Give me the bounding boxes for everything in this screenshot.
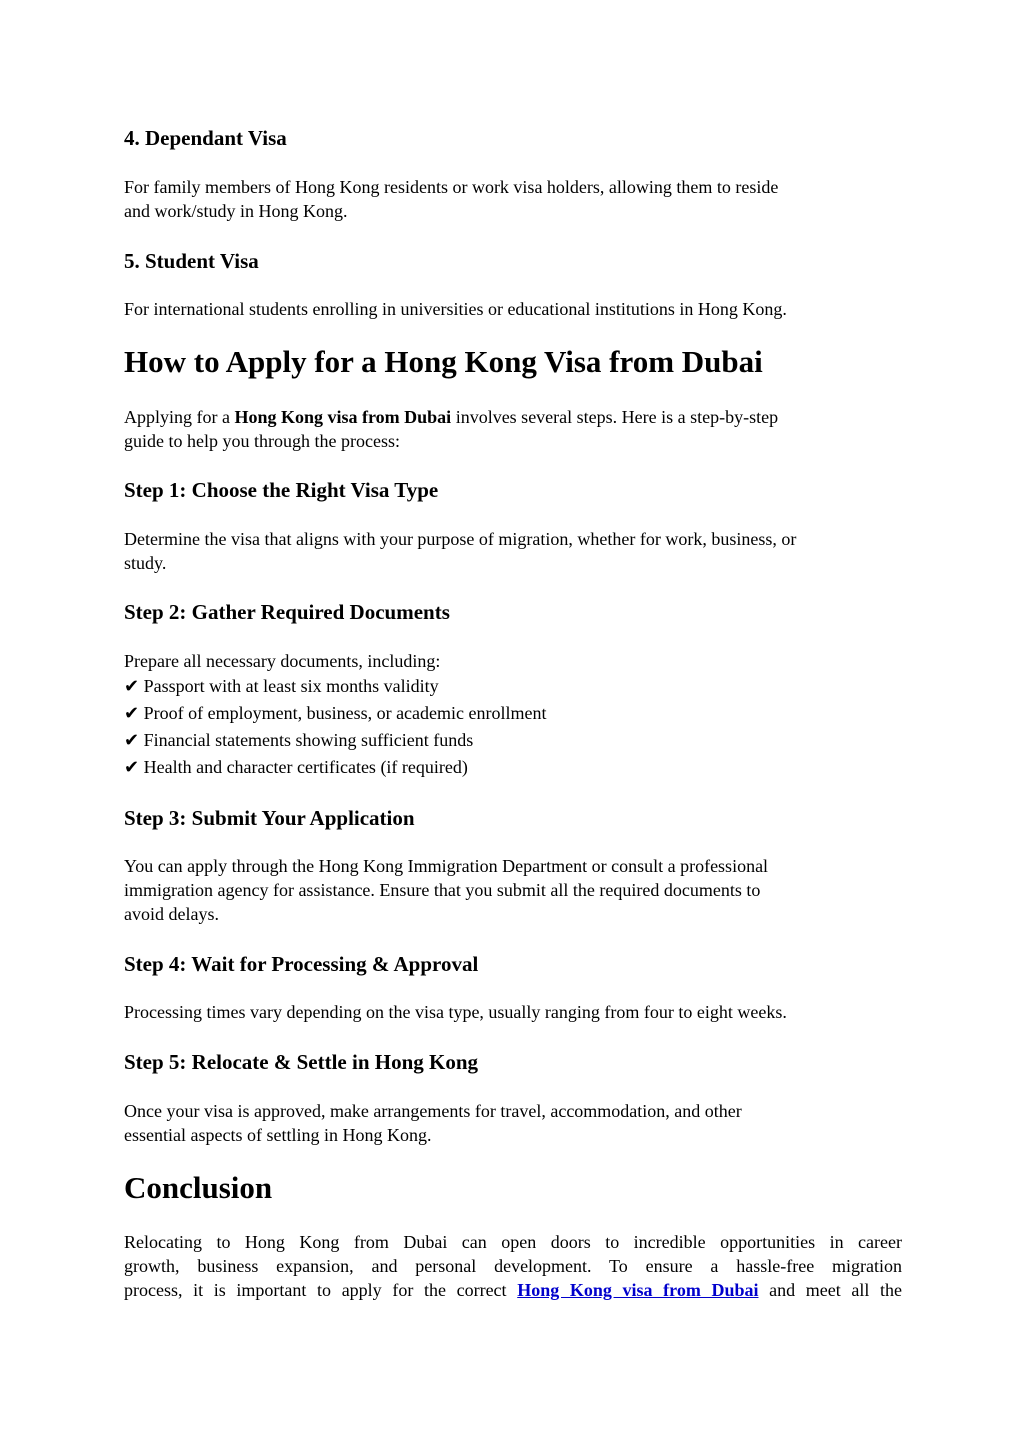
hong-kong-visa-link[interactable]: Hong Kong visa from Dubai xyxy=(517,1280,759,1300)
document-list-item xyxy=(124,754,468,781)
step4-heading: Step 4: Wait for Processing & Approval xyxy=(124,952,479,976)
step5-heading: Step 5: Relocate & Settle in Hong Kong xyxy=(124,1050,479,1074)
step1-text-line1: Determine the visa that aligns with your purpose of migration, whether for work, business, or xyxy=(124,529,797,549)
conclusion-line3-suffix: and meet all the xyxy=(758,1280,903,1300)
intro-prefix: Applying for a xyxy=(124,407,235,427)
how-to-apply-intro-line1 xyxy=(124,405,778,429)
step5-text-line2: essential aspects of settling in Hong Kong. xyxy=(124,1125,432,1145)
checkmark-icon: ✔ xyxy=(124,703,140,724)
step2-heading: Step 2: Gather Required Documents xyxy=(124,600,450,624)
step3-text-line3: avoid delays. xyxy=(124,904,219,924)
dependant-visa-heading: 4. Dependant Visa xyxy=(124,126,287,150)
step1-heading: Step 1: Choose the Right Visa Type xyxy=(124,478,439,502)
list-item-text: Health and character certificates (if required) xyxy=(143,757,468,777)
step3-text-line2: immigration agency for assistance. Ensure that you submit all the required documents to xyxy=(124,880,761,900)
step1-text-line2: study. xyxy=(124,553,167,573)
document-list-item xyxy=(124,727,473,754)
conclusion-text-line1: Relocating to Hong Kong from Dubai can open doors to incredible opportunities in career xyxy=(124,1232,902,1252)
how-to-apply-intro-line2: guide to help you through the process: xyxy=(124,431,400,451)
list-item-text: Passport with at least six months validity xyxy=(143,676,439,696)
student-visa-text: For international students enrolling in universities or educational institutions in Hong Kong. xyxy=(124,299,787,319)
conclusion-text-line3 xyxy=(124,1278,902,1302)
step3-text-line1: You can apply through the Hong Kong Immigration Department or consult a professional xyxy=(124,856,769,876)
list-item-text: Financial statements showing sufficient funds xyxy=(143,730,474,750)
document-list-item xyxy=(124,700,547,727)
step5-text-line1: Once your visa is approved, make arrangements for travel, accommodation, and other xyxy=(124,1101,742,1121)
dependant-visa-text-line2: and work/study in Hong Kong. xyxy=(124,201,348,221)
dependant-visa-text-line1: For family members of Hong Kong residents or work visa holders, allowing them to reside xyxy=(124,177,779,197)
document-list-item xyxy=(124,673,439,700)
conclusion-text-line2: growth, business expansion, and personal development. To ensure a hassle-free migration xyxy=(124,1256,902,1276)
step4-text: Processing times vary depending on the visa type, usually ranging from four to eight weeks. xyxy=(124,1002,787,1022)
student-visa-heading: 5. Student Visa xyxy=(124,249,259,273)
checkmark-icon: ✔ xyxy=(124,757,140,778)
checkmark-icon: ✔ xyxy=(124,676,140,697)
how-to-apply-title: How to Apply for a Hong Kong Visa from Dubai xyxy=(124,344,763,379)
list-item-text: Proof of employment, business, or academic enrollment xyxy=(143,703,547,723)
intro-suffix: involves several steps. Here is a step-by-step xyxy=(451,407,779,427)
intro-bold-keyword: Hong Kong visa from Dubai xyxy=(234,407,452,427)
conclusion-title: Conclusion xyxy=(124,1170,273,1205)
conclusion-line3-prefix: process, it is important to apply for the correct xyxy=(124,1280,518,1300)
checkmark-icon: ✔ xyxy=(124,730,140,751)
step3-heading: Step 3: Submit Your Application xyxy=(124,806,415,830)
step2-intro: Prepare all necessary documents, including: xyxy=(124,651,441,671)
